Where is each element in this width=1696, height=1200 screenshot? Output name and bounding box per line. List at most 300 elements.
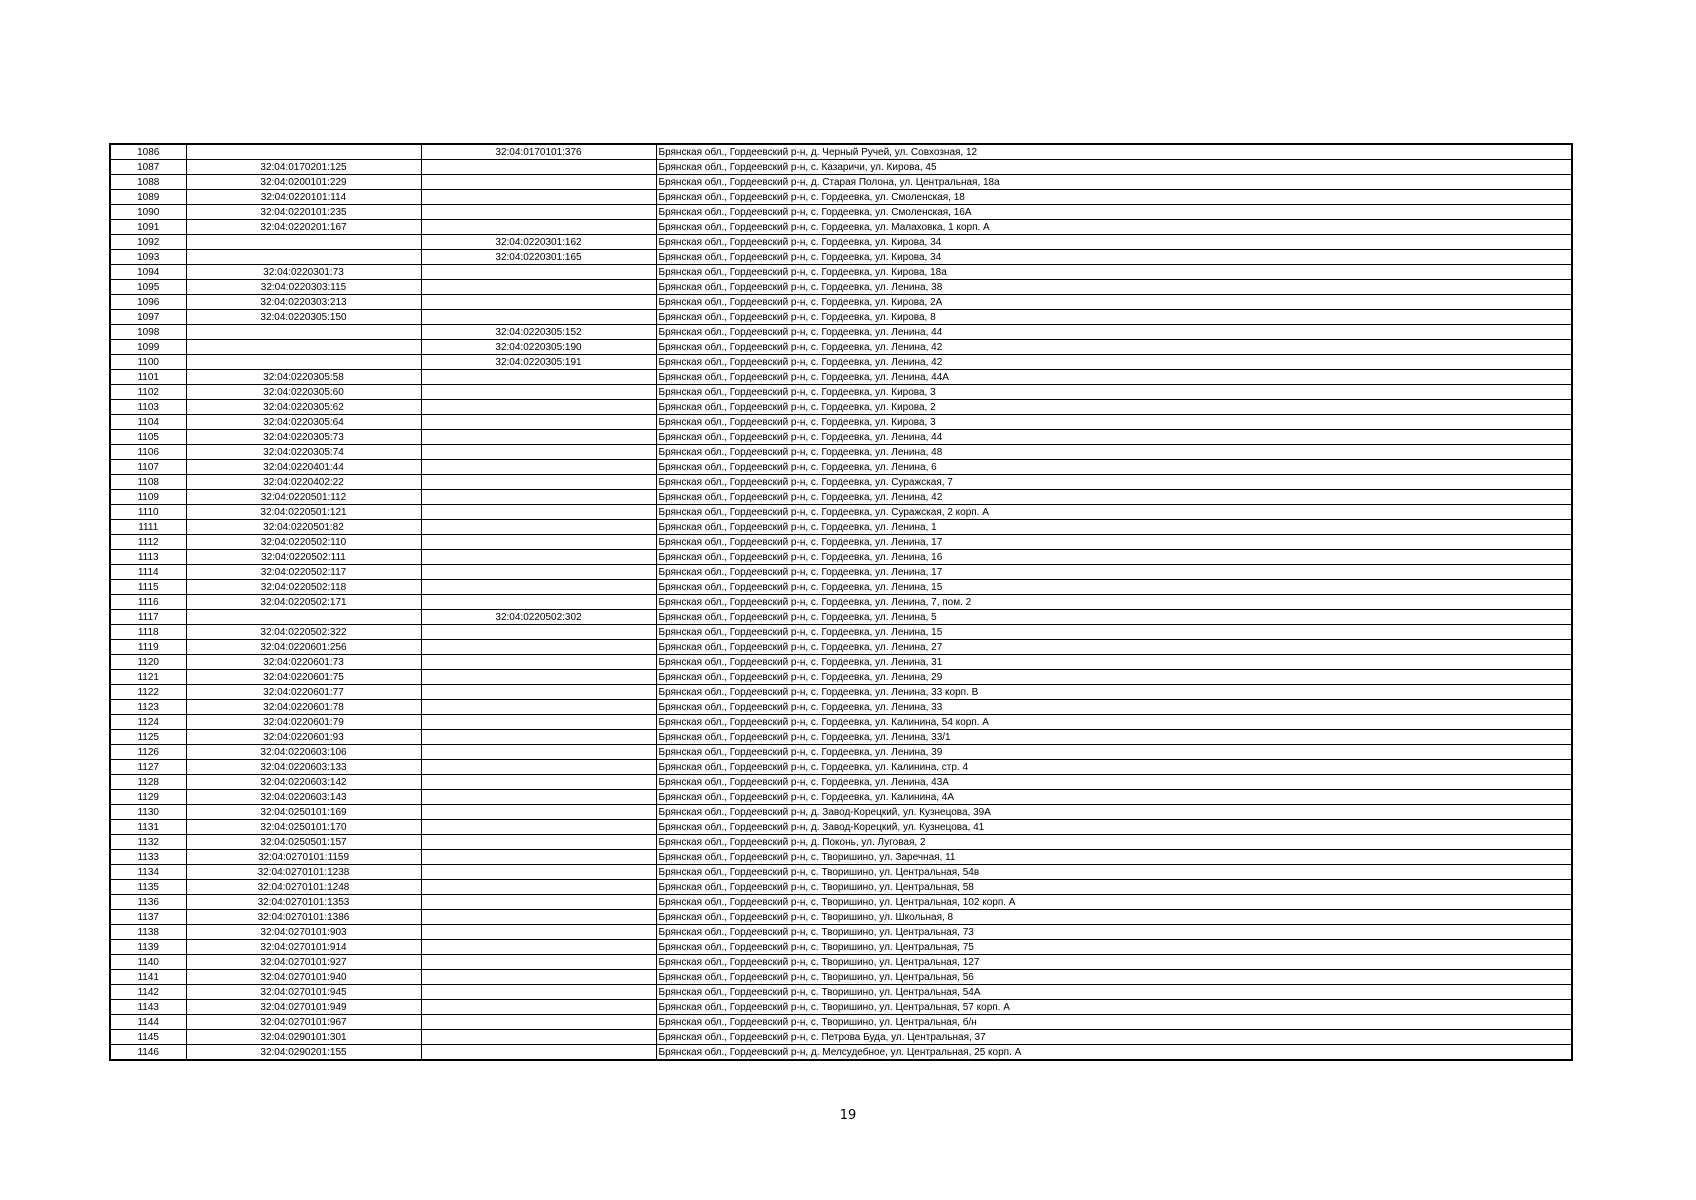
cadastral-number-alt-cell [421,295,656,310]
row-number-cell: 1107 [110,460,186,475]
table-row [110,730,1572,745]
row-number-cell: 1111 [110,520,186,535]
row-number-cell: 1144 [110,1015,186,1030]
cadastral-number-cell [186,325,421,340]
cadastral-number-alt-cell [421,160,656,175]
row-number-cell: 1127 [110,760,186,775]
address-cell: Брянская обл., Гордеевский р-н, с. Творишино, ул. Центральная, 56 [656,970,1572,985]
address-cell: Брянская обл., Гордеевский р-н, с. Гордеевка, ул. Ленина, 15 [656,625,1572,640]
address-cell: Брянская обл., Гордеевский р-н, с. Гордеевка, ул. Ленина, 27 [656,640,1572,655]
address-cell: Брянская обл., Гордеевский р-н, д. Старая Полона, ул. Центральная, 18а [656,175,1572,190]
cadastral-number-alt-cell [421,385,656,400]
table-row [110,760,1572,775]
table-row [110,940,1572,955]
address-cell: Брянская обл., Гордеевский р-н, с. Творишино, ул. Центральная, 75 [656,940,1572,955]
table-row [110,1015,1572,1030]
cadastral-number-alt-cell [421,265,656,280]
table-row [110,565,1572,580]
table-row [110,430,1572,445]
table-row [110,505,1572,520]
cadastral-number-alt-cell [421,460,656,475]
table-row [110,1045,1572,1061]
row-number-cell: 1140 [110,955,186,970]
address-cell: Брянская обл., Гордеевский р-н, д. Завод-Корецкий, ул. Кузнецова, 39А [656,805,1572,820]
address-cell: Брянская обл., Гордеевский р-н, с. Гордеевка, ул. Ленина, 6 [656,460,1572,475]
cadastral-number-cell: 32:04:0220502:118 [186,580,421,595]
cadastral-number-cell: 32:04:0220301:73 [186,265,421,280]
cadastral-number-cell [186,250,421,265]
address-cell: Брянская обл., Гордеевский р-н, с. Гордеевка, ул. Ленина, 44 [656,430,1572,445]
cadastral-number-alt-cell [421,535,656,550]
cadastral-number-alt-cell [421,490,656,505]
cadastral-number-alt-cell [421,1045,656,1061]
cadastral-number-alt-cell [421,565,656,580]
cadastral-number-cell: 32:04:0200101:229 [186,175,421,190]
address-cell: Брянская обл., Гордеевский р-н, с. Гордеевка, ул. Ленина, 44А [656,370,1572,385]
table-row [110,655,1572,670]
row-number-cell: 1135 [110,880,186,895]
row-number-cell: 1102 [110,385,186,400]
table-body [110,144,1572,1060]
cadastral-number-alt-cell [421,1000,656,1015]
address-cell: Брянская обл., Гордеевский р-н, с. Творишино, ул. Заречная, 11 [656,850,1572,865]
cadastral-number-cell: 32:04:0220502:171 [186,595,421,610]
row-number-cell: 1086 [110,144,186,160]
address-cell: Брянская обл., Гордеевский р-н, д. Черный Ручей, ул. Совхозная, 12 [656,144,1572,160]
address-cell: Брянская обл., Гордеевский р-н, с. Гордеевка, ул. Ленина, 17 [656,565,1572,580]
cadastral-number-alt-cell [421,400,656,415]
row-number-cell: 1124 [110,715,186,730]
cadastral-number-cell: 32:04:0250101:169 [186,805,421,820]
table-row [110,370,1572,385]
row-number-cell: 1134 [110,865,186,880]
cadastral-number-cell: 32:04:0220201:167 [186,220,421,235]
table-row [110,235,1572,250]
cadastral-number-cell [186,144,421,160]
cadastral-number-alt-cell [421,820,656,835]
address-cell: Брянская обл., Гордеевский р-н, с. Гордеевка, ул. Ленина, 17 [656,535,1572,550]
cadastral-number-alt-cell [421,940,656,955]
cadastral-number-alt-cell [421,730,656,745]
row-number-cell: 1106 [110,445,186,460]
row-number-cell: 1126 [110,745,186,760]
cadastral-number-cell: 32:04:0220601:256 [186,640,421,655]
cadastral-number-cell: 32:04:0220603:142 [186,775,421,790]
cadastral-number-alt-cell [421,850,656,865]
table-row [110,625,1572,640]
cadastral-number-cell: 32:04:0220502:322 [186,625,421,640]
cadastral-number-cell: 32:04:0270101:1353 [186,895,421,910]
address-cell: Брянская обл., Гордеевский р-н, д. Завод-Корецкий, ул. Кузнецова, 41 [656,820,1572,835]
table-row [110,805,1572,820]
cadastral-number-alt-cell [421,415,656,430]
address-cell: Брянская обл., Гордеевский р-н, с. Творишино, ул. Центральная, 54А [656,985,1572,1000]
address-cell: Брянская обл., Гордеевский р-н, с. Гордеевка, ул. Ленина, 7, пом. 2 [656,595,1572,610]
cadastral-number-alt-cell [421,595,656,610]
table-row [110,265,1572,280]
cadastral-number-alt-cell [421,895,656,910]
address-cell: Брянская обл., Гордеевский р-н, с. Гордеевка, ул. Ленина, 16 [656,550,1572,565]
page-number: 19 [839,1108,857,1123]
address-cell: Брянская обл., Гордеевский р-н, с. Гордеевка, ул. Калинина, 4А [656,790,1572,805]
row-number-cell: 1087 [110,160,186,175]
table-row [110,460,1572,475]
address-cell: Брянская обл., Гордеевский р-н, с. Гордеевка, ул. Ленина, 5 [656,610,1572,625]
table-row [110,400,1572,415]
address-cell: Брянская обл., Гордеевский р-н, с. Творишино, ул. Школьная, 8 [656,910,1572,925]
address-cell: Брянская обл., Гордеевский р-н, с. Гордеевка, ул. Кирова, 2 [656,400,1572,415]
address-cell: Брянская обл., Гордеевский р-н, с. Петрова Буда, ул. Центральная, 37 [656,1030,1572,1045]
row-number-cell: 1091 [110,220,186,235]
address-cell: Брянская обл., Гордеевский р-н, с. Гордеевка, ул. Калинина, 54 корп. А [656,715,1572,730]
cadastral-number-alt-cell [421,910,656,925]
table-row [110,475,1572,490]
cadastral-table [109,143,1573,1061]
cadastral-number-cell: 32:04:0270101:945 [186,985,421,1000]
row-number-cell: 1133 [110,850,186,865]
cadastral-number-alt-cell [421,670,656,685]
row-number-cell: 1109 [110,490,186,505]
row-number-cell: 1099 [110,340,186,355]
cadastral-number-cell: 32:04:0220603:106 [186,745,421,760]
cadastral-number-alt-cell [421,280,656,295]
table-row [110,640,1572,655]
cadastral-number-cell [186,355,421,370]
row-number-cell: 1108 [110,475,186,490]
table-row [110,415,1572,430]
cadastral-number-alt-cell [421,715,656,730]
row-number-cell: 1094 [110,265,186,280]
cadastral-number-cell: 32:04:0220601:75 [186,670,421,685]
address-cell: Брянская обл., Гордеевский р-н, с. Гордеевка, ул. Кирова, 3 [656,385,1572,400]
address-cell: Брянская обл., Гордеевский р-н, с. Творишино, ул. Центральная, 58 [656,880,1572,895]
table-row [110,895,1572,910]
cadastral-number-cell: 32:04:0270101:949 [186,1000,421,1015]
table-row [110,610,1572,625]
cadastral-number-alt-cell [421,190,656,205]
table-row [110,790,1572,805]
row-number-cell: 1131 [110,820,186,835]
address-cell: Брянская обл., Гордеевский р-н, с. Гордеевка, ул. Малаховка, 1 корп. А [656,220,1572,235]
cadastral-number-cell: 32:04:0220401:44 [186,460,421,475]
table-row [110,775,1572,790]
row-number-cell: 1128 [110,775,186,790]
table-row [110,1030,1572,1045]
row-number-cell: 1100 [110,355,186,370]
address-cell: Брянская обл., Гордеевский р-н, с. Гордеевка, ул. Кирова, 3 [656,415,1572,430]
cadastral-number-alt-cell [421,985,656,1000]
address-cell: Брянская обл., Гордеевский р-н, с. Творишино, ул. Центральная, 54в [656,865,1572,880]
table-row [110,955,1572,970]
cadastral-number-alt-cell [421,745,656,760]
cadastral-number-alt-cell [421,475,656,490]
address-cell: Брянская обл., Гордеевский р-н, с. Гордеевка, ул. Ленина, 42 [656,490,1572,505]
address-cell: Брянская обл., Гордеевский р-н, с. Гордеевка, ул. Ленина, 44 [656,325,1572,340]
cadastral-number-alt-cell [421,970,656,985]
address-cell: Брянская обл., Гордеевский р-н, с. Гордеевка, ул. Ленина, 31 [656,655,1572,670]
cadastral-number-alt-cell [421,445,656,460]
cadastral-number-cell: 32:04:0220502:110 [186,535,421,550]
cadastral-number-alt-cell [421,865,656,880]
cadastral-number-alt-cell [421,760,656,775]
row-number-cell: 1122 [110,685,186,700]
cadastral-number-cell: 32:04:0220501:121 [186,505,421,520]
address-cell: Брянская обл., Гордеевский р-н, с. Гордеевка, ул. Ленина, 15 [656,580,1572,595]
row-number-cell: 1137 [110,910,186,925]
cadastral-number-cell: 32:04:0170201:125 [186,160,421,175]
row-number-cell: 1116 [110,595,186,610]
cadastral-number-cell: 32:04:0220101:114 [186,190,421,205]
row-number-cell: 1105 [110,430,186,445]
cadastral-number-cell: 32:04:0220305:150 [186,310,421,325]
table-row [110,520,1572,535]
cadastral-number-alt-cell [421,205,656,220]
cadastral-number-cell [186,235,421,250]
address-cell: Брянская обл., Гордеевский р-н, с. Гордеевка, ул. Ленина, 1 [656,520,1572,535]
cadastral-number-cell: 32:04:0270101:1159 [186,850,421,865]
address-cell: Брянская обл., Гордеевский р-н, с. Гордеевка, ул. Ленина, 42 [656,340,1572,355]
cadastral-number-alt-cell [421,925,656,940]
row-number-cell: 1121 [110,670,186,685]
table-row [110,190,1572,205]
cadastral-number-cell: 32:04:0220603:133 [186,760,421,775]
row-number-cell: 1092 [110,235,186,250]
cadastral-number-alt-cell [421,790,656,805]
table-row [110,160,1572,175]
address-cell: Брянская обл., Гордеевский р-н, с. Гордеевка, ул. Калинина, стр. 4 [656,760,1572,775]
table-row [110,970,1572,985]
row-number-cell: 1110 [110,505,186,520]
row-number-cell: 1103 [110,400,186,415]
row-number-cell: 1119 [110,640,186,655]
address-cell: Брянская обл., Гордеевский р-н, с. Гордеевка, ул. Ленина, 33 корп. В [656,685,1572,700]
cadastral-number-cell: 32:04:0270101:1386 [186,910,421,925]
row-number-cell: 1142 [110,985,186,1000]
table-row [110,144,1572,160]
row-number-cell: 1097 [110,310,186,325]
row-number-cell: 1098 [110,325,186,340]
table-row [110,745,1572,760]
table-row [110,250,1572,265]
cadastral-number-cell: 32:04:0270101:1248 [186,880,421,895]
table-row [110,205,1572,220]
cadastral-number-alt-cell [421,505,656,520]
cadastral-number-cell: 32:04:0270101:903 [186,925,421,940]
table-row [110,175,1572,190]
row-number-cell: 1117 [110,610,186,625]
cadastral-number-alt-cell [421,775,656,790]
address-cell: Брянская обл., Гордеевский р-н, с. Гордеевка, ул. Ленина, 42 [656,355,1572,370]
cadastral-number-cell: 32:04:0220502:117 [186,565,421,580]
address-cell: Брянская обл., Гордеевский р-н, с. Гордеевка, ул. Ленина, 48 [656,445,1572,460]
address-cell: Брянская обл., Гордеевский р-н, с. Казаричи, ул. Кирова, 45 [656,160,1572,175]
cadastral-number-cell: 32:04:0220305:58 [186,370,421,385]
table-row [110,925,1572,940]
cadastral-number-cell: 32:04:0220305:73 [186,430,421,445]
table-row [110,550,1572,565]
address-cell: Брянская обл., Гордеевский р-н, с. Гордеевка, ул. Ленина, 43А [656,775,1572,790]
table-row [110,700,1572,715]
row-number-cell: 1112 [110,535,186,550]
cadastral-number-cell: 32:04:0270101:1238 [186,865,421,880]
cadastral-number-cell: 32:04:0220402:22 [186,475,421,490]
cadastral-number-alt-cell [421,430,656,445]
cadastral-number-cell: 32:04:0220305:60 [186,385,421,400]
cadastral-number-cell: 32:04:0220601:93 [186,730,421,745]
cadastral-number-alt-cell: 32:04:0220502:302 [421,610,656,625]
cadastral-number-cell [186,340,421,355]
table-row [110,325,1572,340]
cadastral-number-alt-cell: 32:04:0220301:162 [421,235,656,250]
row-number-cell: 1146 [110,1045,186,1061]
cadastral-number-alt-cell: 32:04:0220305:190 [421,340,656,355]
address-cell: Брянская обл., Гордеевский р-н, с. Гордеевка, ул. Ленина, 39 [656,745,1572,760]
address-cell: Брянская обл., Гордеевский р-н, с. Гордеевка, ул. Ленина, 38 [656,280,1572,295]
cadastral-number-alt-cell [421,370,656,385]
address-cell: Брянская обл., Гордеевский р-н, с. Гордеевка, ул. Смоленская, 16А [656,205,1572,220]
cadastral-number-alt-cell [421,835,656,850]
cadastral-number-cell: 32:04:0220502:111 [186,550,421,565]
table-row [110,535,1572,550]
row-number-cell: 1130 [110,805,186,820]
cadastral-number-alt-cell [421,550,656,565]
table-row [110,1000,1572,1015]
cadastral-number-cell: 32:04:0220601:78 [186,700,421,715]
row-number-cell: 1139 [110,940,186,955]
row-number-cell: 1132 [110,835,186,850]
table-row [110,835,1572,850]
cadastral-number-cell: 32:04:0270101:914 [186,940,421,955]
row-number-cell: 1123 [110,700,186,715]
table-row [110,355,1572,370]
cadastral-number-alt-cell [421,640,656,655]
row-number-cell: 1129 [110,790,186,805]
row-number-cell: 1143 [110,1000,186,1015]
row-number-cell: 1096 [110,295,186,310]
cadastral-number-alt-cell [421,700,656,715]
row-number-cell: 1145 [110,1030,186,1045]
table-row [110,595,1572,610]
table-row [110,880,1572,895]
table-row [110,820,1572,835]
cadastral-number-cell: 32:04:0220305:64 [186,415,421,430]
cadastral-number-cell: 32:04:0220501:112 [186,490,421,505]
row-number-cell: 1141 [110,970,186,985]
cadastral-number-alt-cell: 32:04:0220305:191 [421,355,656,370]
cadastral-number-alt-cell: 32:04:0220305:152 [421,325,656,340]
cadastral-number-alt-cell [421,580,656,595]
address-cell: Брянская обл., Гордеевский р-н, с. Гордеевка, ул. Кирова, 34 [656,235,1572,250]
address-cell: Брянская обл., Гордеевский р-н, д. Мелсудебное, ул. Центральная, 25 корп. А [656,1045,1572,1061]
cadastral-number-alt-cell [421,625,656,640]
row-number-cell: 1089 [110,190,186,205]
address-cell: Брянская обл., Гордеевский р-н, с. Гордеевка, ул. Ленина, 29 [656,670,1572,685]
table-row [110,445,1572,460]
address-cell: Брянская обл., Гордеевский р-н, с. Творишино, ул. Центральная, б/н [656,1015,1572,1030]
cadastral-number-alt-cell [421,175,656,190]
address-cell: Брянская обл., Гордеевский р-н, с. Творишино, ул. Центральная, 73 [656,925,1572,940]
cadastral-number-alt-cell [421,805,656,820]
address-cell: Брянская обл., Гордеевский р-н, с. Гордеевка, ул. Ленина, 33 [656,700,1572,715]
table-row [110,850,1572,865]
row-number-cell: 1104 [110,415,186,430]
cadastral-number-cell: 32:04:0220501:82 [186,520,421,535]
row-number-cell: 1088 [110,175,186,190]
cadastral-number-alt-cell [421,1015,656,1030]
address-cell: Брянская обл., Гордеевский р-н, с. Гордеевка, ул. Ленина, 33/1 [656,730,1572,745]
table-row [110,310,1572,325]
cadastral-number-alt-cell [421,685,656,700]
address-cell: Брянская обл., Гордеевский р-н, с. Гордеевка, ул. Кирова, 18а [656,265,1572,280]
address-cell: Брянская обл., Гордеевский р-н, с. Гордеевка, ул. Кирова, 8 [656,310,1572,325]
cadastral-number-cell: 32:04:0270101:927 [186,955,421,970]
table-row [110,295,1572,310]
table-row [110,340,1572,355]
cadastral-number-alt-cell [421,1030,656,1045]
row-number-cell: 1138 [110,925,186,940]
cadastral-number-alt-cell: 32:04:0170101:376 [421,144,656,160]
row-number-cell: 1114 [110,565,186,580]
cadastral-number-cell: 32:04:0250501:157 [186,835,421,850]
address-cell: Брянская обл., Гордеевский р-н, с. Гордеевка, ул. Суражская, 7 [656,475,1572,490]
table-row [110,985,1572,1000]
cadastral-number-cell: 32:04:0220601:77 [186,685,421,700]
table-row [110,490,1572,505]
row-number-cell: 1093 [110,250,186,265]
address-cell: Брянская обл., Гордеевский р-н, с. Гордеевка, ул. Суражская, 2 корп. А [656,505,1572,520]
cadastral-number-cell [186,610,421,625]
cadastral-number-cell: 32:04:0220303:115 [186,280,421,295]
address-cell: Брянская обл., Гордеевский р-н, с. Творишино, ул. Центральная, 127 [656,955,1572,970]
row-number-cell: 1113 [110,550,186,565]
table-row [110,865,1572,880]
address-cell: Брянская обл., Гордеевский р-н, д. Поконь, ул. Луговая, 2 [656,835,1572,850]
cadastral-number-alt-cell: 32:04:0220301:165 [421,250,656,265]
cadastral-number-alt-cell [421,955,656,970]
table-row [110,220,1572,235]
row-number-cell: 1095 [110,280,186,295]
cadastral-number-alt-cell [421,520,656,535]
cadastral-number-cell: 32:04:0270101:967 [186,1015,421,1030]
table-row [110,280,1572,295]
address-cell: Брянская обл., Гордеевский р-н, с. Творишино, ул. Центральная, 57 корп. А [656,1000,1572,1015]
row-number-cell: 1118 [110,625,186,640]
row-number-cell: 1120 [110,655,186,670]
cadastral-number-cell: 32:04:0220305:62 [186,400,421,415]
cadastral-number-cell: 32:04:0220601:79 [186,715,421,730]
cadastral-number-cell: 32:04:0220303:213 [186,295,421,310]
cadastral-number-cell: 32:04:0220603:143 [186,790,421,805]
cadastral-number-alt-cell [421,220,656,235]
cadastral-number-cell: 32:04:0220601:73 [186,655,421,670]
cadastral-number-alt-cell [421,655,656,670]
table-row [110,385,1572,400]
row-number-cell: 1115 [110,580,186,595]
table-row [110,580,1572,595]
cadastral-number-cell: 32:04:0290201:155 [186,1045,421,1061]
cadastral-number-cell: 32:04:0290101:301 [186,1030,421,1045]
row-number-cell: 1125 [110,730,186,745]
table-row [110,910,1572,925]
row-number-cell: 1136 [110,895,186,910]
address-cell: Брянская обл., Гордеевский р-н, с. Творишино, ул. Центральная, 102 корп. А [656,895,1572,910]
cadastral-number-alt-cell [421,310,656,325]
table-row [110,685,1572,700]
table-row [110,715,1572,730]
cadastral-number-cell: 32:04:0220305:74 [186,445,421,460]
cadastral-number-cell: 32:04:0270101:940 [186,970,421,985]
address-cell: Брянская обл., Гордеевский р-н, с. Гордеевка, ул. Кирова, 34 [656,250,1572,265]
